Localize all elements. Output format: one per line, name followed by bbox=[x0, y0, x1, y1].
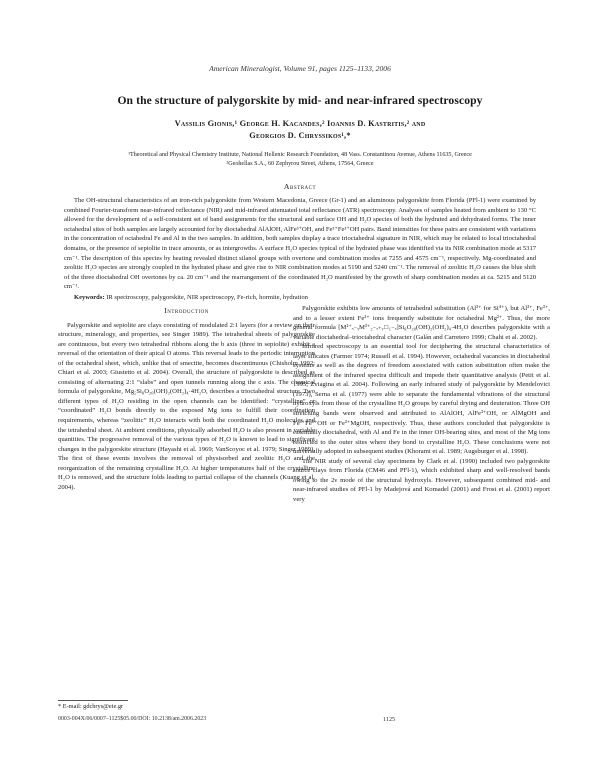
introduction-heading: Introduction bbox=[164, 306, 209, 315]
affiliation-2: ²Geohellas S.A., 60 Zephyrou Street, Athens, 17564, Greece bbox=[226, 161, 374, 167]
journal-header: American Mineralogist, Volume 91, pages 1125–1133, 2006 bbox=[209, 64, 391, 73]
page-number: 1125 bbox=[383, 716, 396, 723]
affiliation-1: ¹Theoretical and Physical Chemistry Institute, National Hellenic Research Foundation, 48 Vass. Constantinou Avenue, Athens 11635, Greece bbox=[128, 152, 472, 158]
abstract-heading: Abstract bbox=[283, 182, 317, 191]
keywords-line bbox=[64, 293, 536, 303]
paragraph: Palygorskite exhibits low amounts of tetrahedral substitution (Al³⁺ for Si⁴⁺), but Al³⁺, Fe³⁺, and to a lesser extent Fe²⁺ ions frequently substitute for octahedral Mg²⁺. Thus, the more general formula [M²⁺ₓ₋ᵧM³⁺₂₋ₓ₊ᵧ□₁₋ₓ]Si₈O₂₀(OH)₂(OH₂)₄·4H₂O describes palygorskite with a variable dioctahedral–trioctahedral character (Galán and Carretero 1999; Chahi et al. 2002). bbox=[293, 305, 550, 341]
author-line-1: Vassilis Gionis,¹ George H. Kacandes,² Ioannis D. Kastritis,² and bbox=[174, 119, 426, 128]
affiliations bbox=[62, 151, 538, 169]
left-column bbox=[58, 304, 315, 492]
abstract-text: The OH-structural characteristics of an iron-rich palygorskite from Western Macedonia, Greece (Gr-1) and an aluminous palygorskite from Florida (PFl-1) were examined by combined Fourier-transform near-infrared reflectance (NIR) and mid-infrared attenuated total reflectance (ATR) spectroscopy. Analyses of samples heated from ambient to 130 °C allowed for the development of a self-consistent set of band assignments for the structural and surface OH and H₂O species of both the hydrated and dehydrated forms. The inner octahedral sites of both samples are largely accounted for by dioctahedral AlAlOH, AlFe³⁺OH, and Fe³⁺Fe³⁺OH pairs. Band intensities for these pairs are consistent with variations in the concentration of octahedral Fe and Al in the two samples. In addition, both samples display a trace trioctahedral signature in NIR, which may be related to local trioctahedral domains, or the presence of sepiolite in trace amounts, or as intergrowths. A surface H₂O species typical of the hydrated phase was identified via its NIR combination mode at 5317 cm⁻¹. The description of this species by heating revealed distinct silanol groups with overtone and combination modes at 7255 and 4575 cm⁻¹, respectively. Mg-coordinated and zeolitic H₂O species are strongly coupled in the hydrated phase and give rise to NIR combination modes at 5190 and 5240 cm⁻¹. The removal of zeolitic H₂O causes the blue shift of the three dioctahedral OH overtones by ca. 20 cm⁻¹ and the rearrangement of the coordinated H₂O manifested by the growth of sharp combination modes at ca. 5215 and 5120 cm⁻¹. bbox=[64, 197, 536, 291]
paragraph: Infrared spectroscopy is an essential tool for deciphering the structural characteristics of layer silicates (Farmer 1974; Russell et al. 1994). However, octahedral vacancies in dioctahedral systems as well as the degrees of freedom associated with cation substitution often make the assignment of the infrared spectra difficult and impede their quantitative analysis (Petit et al. 1995; Zviagina et al. 2004). Following an early infrared study of palygorskite by Mendelovici (1973), Serna et al. (1977) were able to separate the fundamental vibrations of the structural hydroxyls from those of the crystalline H₂O groups by careful drying and deuteration. Three OH stretching bands were observed and attributed to AlAlOH, AlFe³⁺OH, or AlMgOH and Fe³⁺Fe³⁺OH or Fe³⁺MgOH, respectively. Thus, these authors concluded that palygorskite is essentially dioctahedral, with Al and Fe in the inner OH-bearing sites, and most of the Mg ions restricted to the outer sites where they bond to crystalline H₂O. These conclusions were not universally adopted in subsequent studies (Khorami et al. 1989; Augsburger et al. 1998). bbox=[293, 343, 550, 456]
abstract bbox=[64, 196, 536, 303]
footnote-email: * E-mail: gdchrys@eie.gr bbox=[58, 703, 124, 710]
doi-footer: 0003-004X/06/0007–1125$05.00/DOI: 10.2138/am.2006.2023 bbox=[58, 716, 207, 722]
author-line-2: Georgios D. Chryssikos¹,* bbox=[249, 131, 351, 140]
footnote-divider bbox=[58, 700, 128, 701]
paragraph: The NIR study of several clay specimens by Clark et al. (1990) included two palygorskite source clays from Florida (CM46 and PFl-1), which exhibited sharp and well-resolved bands owing to the 2ν mode of the structural hydroxyls. However, subsequent combined mid- and near-infrared studies of PFl-1 by Madejová and Komadel (2001) and Frost et al. (2001) report very bbox=[293, 457, 550, 503]
paragraph: Palygorskite and sepiolite are clays consisting of modulated 2:1 layers (for a review on their structure, mineralogy, and properties, see Singer 1989). The tetrahedral sheets of palygorskite are continuous, but every two tetrahedral ribbons along the b axis (three in sepiolite) exhibit a reversal of the orientation of their apical O atoms. This reversal leads to the periodic interruption of the octahedral sheet, which, unlike that of smectite, becomes discontinuous (Chisholm 1992; Chiari et al. 2003; Giustetto et al. 2004). Overall, the structure of palygorskite is described as consisting of alternating 2:1 “slabs” and open tunnels running along the c axis. The chemical formula of palygorskite, Mg₅Si₈O₂₀(OH)₂(OH₂)₄·4H₂O, describes a trioctahedral structure. Two different types of H₂O residing in the open channels can be identified: “crystalline” or “coordinated” H₂O bonds directly to the exposed Mg ions to fulfill their coordination requirements, whereas “zeolitic” H₂O interacts with both the coordinated H₂O molecules and the tetrahedral sheet. At ambient conditions, physically adsorbed H₂O is also present in variable quantities. The progressive removal of the various types of H₂O is known to lead to significant changes in the palygorskite structure (Hayashi et al. 1969; VanScoyoc et al. 1979; Singer 1989). The first of these events involves the removal of physisorbed and zeolitic H₂O and the reorganization of the remaining crystalline H₂O. At higher temperatures half of the crystalline H₂O is removed, and the structure folds leading to partial collapse of the channels (Kuang et al. 2004). bbox=[58, 321, 315, 491]
article-title: On the structure of palygorskite by mid- and near-infrared spectroscopy bbox=[117, 94, 483, 107]
author-list bbox=[60, 118, 540, 142]
right-column bbox=[293, 304, 550, 504]
keywords-label: Keywords: bbox=[74, 293, 105, 301]
keywords-text: IR spectroscopy, palygorskite, NIR spectroscopy, Fe-rich, hormite, hydration bbox=[106, 293, 308, 301]
